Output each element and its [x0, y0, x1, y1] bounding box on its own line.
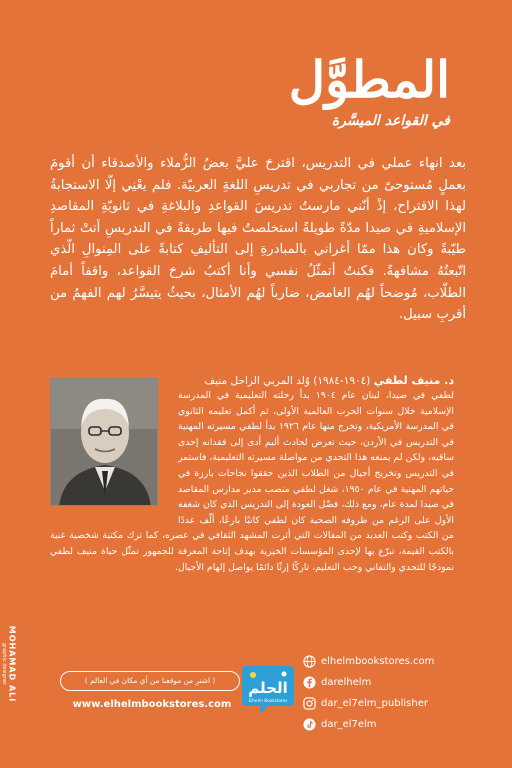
facebook-icon: [303, 676, 316, 689]
title-block: [250, 52, 450, 129]
designer-role: graphic designer: [1, 642, 7, 686]
author-bio-text: لطفي في صيدا، لبنان عام ١٩٠٤ بدأ رحلته التعليمية في المدرسة الإسلامية خلال سنوات الحرب العالمية الأولى، ثم أكمل تعليمه الثانوي في المدرسة الأمريكية، وتخرج منها عام ١٩٢٦ بدأ لطفي مسيرته المهنية في التدريس في الأردن، حيث تعرض لحادث أليم أدى إلى فقدانه إحدى ساقيه، ولكن لم يمنعه هذا التحدي من مواصلة مسيرته التعليمية، فاستمر في التدريس وتخريج أجيال من الطلاب الذين حققوا نجاحات بارزة في حياتهم المهنية في عام ١٩٥٠، شغل لطفي منصب مدير مدارس المقاصد في صيدا لمدة عام، ومع ذلك، فضّل العودة إلى التدريس الذي كان شغفه الأول على الرغم من ظروفه الصحية كان لطفي كاتبًا بارعًا، ألّف عددًا من الكتب وكتب العديد من المقالات التي أثرت المشهد الثقافي في عصره، كما ترك مكتبة شخصية غنية بالكتب القيمة، تبرّع بها لإحدى المؤسسات الخيرية بهدف إتاحة المعرفة للجمهور تمثّل حياة منيف لطفي نموذجًا للتحدي والتفاني وحب التعليم، تاركًا إرثًا دائمًا يواصل إلهام الأجيال.: [50, 390, 454, 573]
social-website-label: elhelmbookstores.com: [321, 656, 435, 667]
globe-icon: [303, 655, 316, 668]
publisher-logo: [238, 660, 298, 716]
author-name: د. منيف لطفي: [373, 374, 454, 387]
social-facebook[interactable]: [303, 672, 503, 693]
shop-url-link[interactable]: www.elhelmbookstores.com: [72, 699, 232, 710]
social-instagram[interactable]: [303, 693, 503, 714]
designer-name: MOHAMAD ALI: [7, 625, 17, 703]
logo-text: الحلم: [248, 679, 288, 697]
book-subtitle: في القواعد الميسَّرة: [331, 113, 450, 129]
logo-subtext: Elhelm Bookstores: [248, 698, 288, 703]
social-tiktok-label: dar_el7elm: [321, 719, 377, 730]
book-title: المطوَّل: [288, 50, 450, 109]
author-portrait: [50, 378, 158, 506]
social-instagram-label: dar_el7elm_publisher: [321, 698, 428, 709]
social-website[interactable]: [303, 651, 503, 672]
instagram-icon: [303, 697, 316, 710]
designer-brand: [2, 624, 22, 704]
blurb-text: بعد انهاء عملي في التدريس، اقترحَ عليَّ بعضُ الزُّملاء والأصدقاء أن أقومَ بعملٍ مُستوحىً من تجاربي في تدريسِ اللغةِ العربيّة. فلم يعْنِي إلّا الاستجابةُ لهذا الاقتراح، إذْ أنّني مارستُ تدريسَ القواعدِ والبلاغةِ في ثانويّةِ المقاصدِ الإسلاميةِ في صيدا مدّةً طويلةً استخلصتُ فيها طريقةً في التدريسِ أتتْ ثماراً طيّبةً وكان هذا ممّا أغراني بالمبادرةِ إلى التأليفِ كتابةً على المِنوالِ الّذي اتّبعتُهُ مشافهةً. فكنتُ أتمثّلُ نفسي وأنا أكتبُ شرحَ القواعد، واقفاً أمامَ الطلّاب، مُوضحاً لهُم الغامض، ضارباً لهُم الأمثال، بحيثُ يتيسَّرُ لهم الفهمُ من أقربِ سبيل.: [50, 156, 466, 323]
author-years: (١٩٠٤-١٩٨٤): [313, 375, 371, 387]
social-tiktok[interactable]: [303, 714, 503, 735]
social-facebook-label: darelhelm: [321, 677, 372, 688]
author-intro: وُلد المربي الراحل منيف: [204, 375, 310, 387]
author-heading: [204, 373, 454, 389]
tiktok-icon: [303, 718, 316, 731]
shop-note: ( اشترِ من موقعنا من أي مكان في العالم ): [60, 671, 240, 691]
logo-icon: [238, 660, 298, 716]
portrait-image: [51, 379, 158, 506]
social-links: [303, 651, 503, 735]
